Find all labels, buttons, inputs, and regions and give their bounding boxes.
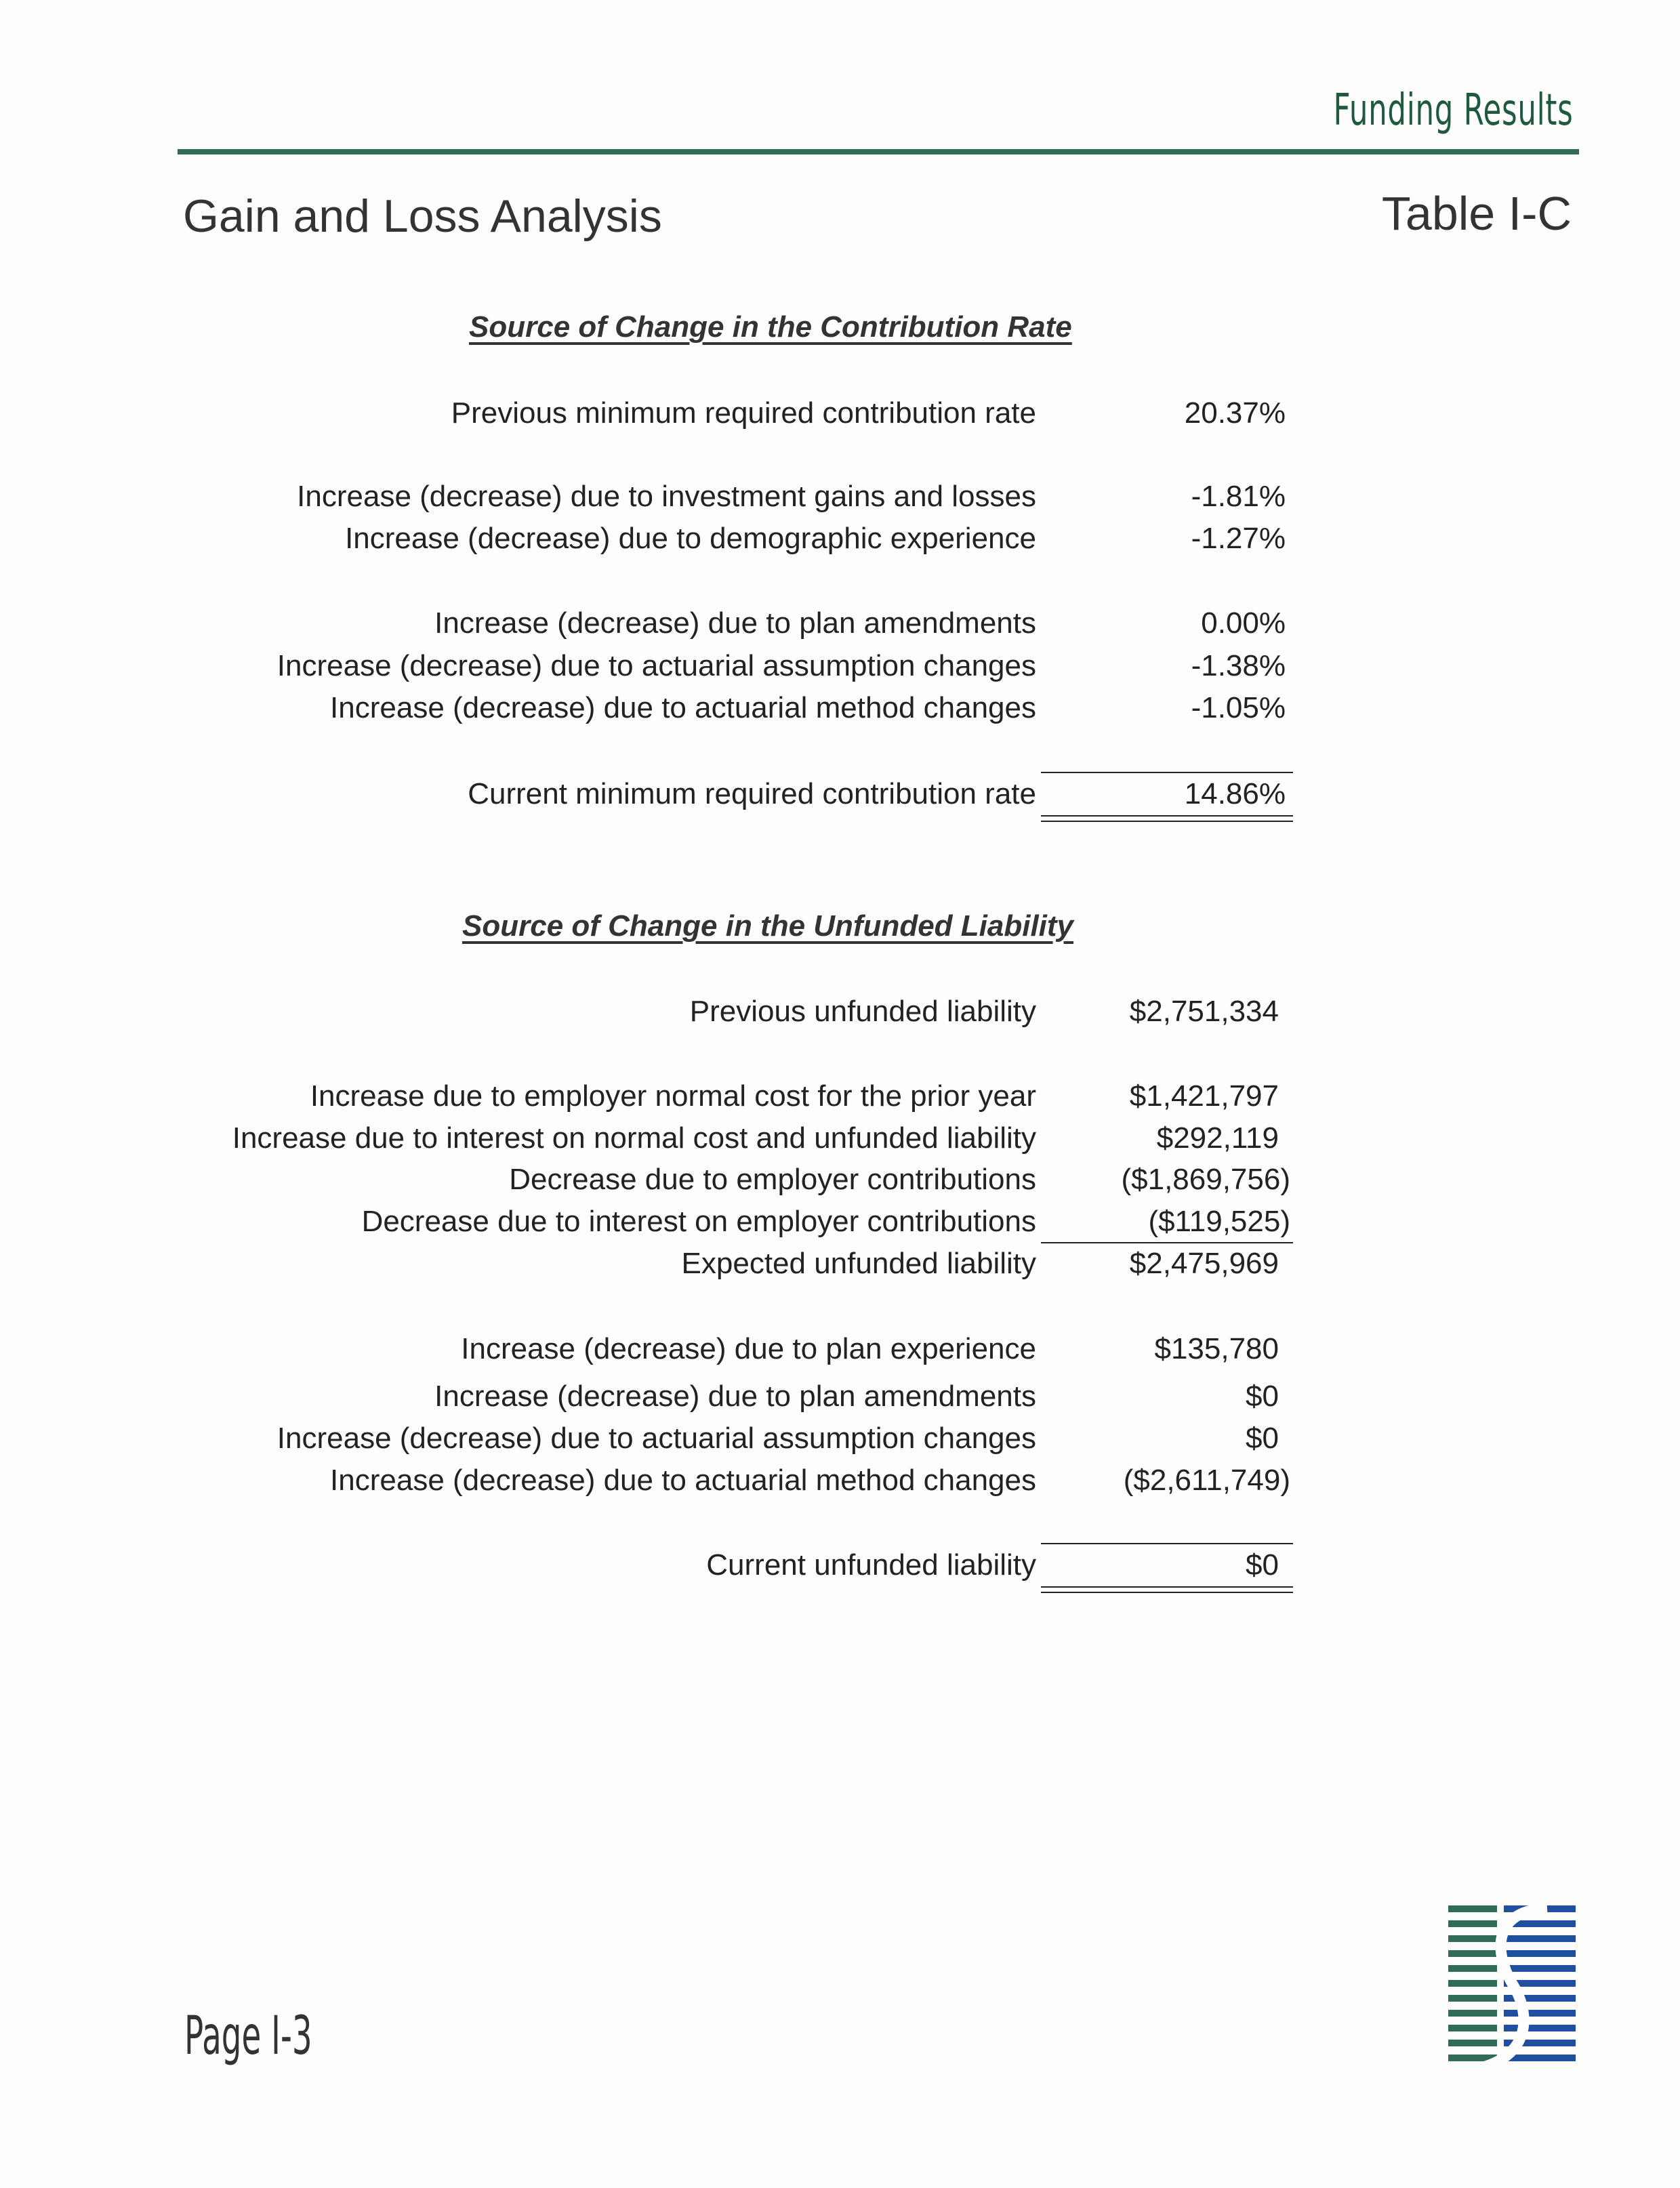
logo-stripes-green <box>1448 1905 1497 2061</box>
row-value: -1.38% <box>1191 649 1286 682</box>
unfunded-liability-heading: Source of Change in the Unfunded Liability <box>462 909 1074 943</box>
row-label: Expected unfunded liability <box>681 1247 1036 1280</box>
row-label: Previous minimum required contribution rate <box>451 396 1036 430</box>
row-label: Increase (decrease) due to actuarial method changes <box>330 691 1036 724</box>
page-number: Page I-3 <box>184 2006 312 2067</box>
total-rule-double <box>1041 821 1293 822</box>
row-value: ($119,525) <box>1148 1205 1290 1238</box>
row-value: 14.86% <box>1184 777 1286 810</box>
row-value: $0 <box>1246 1380 1279 1413</box>
table-id: Table I-C <box>1381 187 1572 240</box>
row-value: $135,780 <box>1154 1332 1279 1365</box>
row-label: Increase (decrease) due to actuarial method changes <box>330 1464 1036 1497</box>
subtotal-rule <box>1041 1242 1293 1243</box>
row-value: $2,475,969 <box>1129 1247 1279 1280</box>
total-rule-double <box>1041 1586 1293 1588</box>
row-value: -1.81% <box>1191 480 1286 513</box>
row-label: Increase due to interest on normal cost and unfunded liability <box>232 1121 1036 1155</box>
row-value: $2,751,334 <box>1129 995 1279 1028</box>
row-value: $0 <box>1246 1548 1279 1582</box>
row-label: Increase (decrease) due to plan amendments <box>434 606 1036 640</box>
row-value: 0.00% <box>1201 606 1286 640</box>
row-value: $0 <box>1246 1422 1279 1455</box>
row-label: Previous unfunded liability <box>689 995 1036 1028</box>
row-value: -1.05% <box>1191 691 1286 724</box>
row-value: 20.37% <box>1184 396 1286 430</box>
row-label: Decrease due to employer contributions <box>509 1163 1036 1196</box>
total-rule-top <box>1041 1543 1293 1544</box>
total-rule-top <box>1041 772 1293 773</box>
row-label: Increase (decrease) due to demographic experience <box>345 522 1036 555</box>
row-label: Current unfunded liability <box>706 1548 1036 1582</box>
row-label: Increase (decrease) due to plan amendments <box>434 1380 1036 1413</box>
row-value: $292,119 <box>1156 1121 1279 1155</box>
row-value: $1,421,797 <box>1129 1079 1279 1113</box>
total-rule-double <box>1041 815 1293 817</box>
contribution-rate-heading: Source of Change in the Contribution Rate <box>469 310 1072 344</box>
row-label: Increase (decrease) due to plan experience <box>461 1332 1036 1365</box>
row-label: Increase due to employer normal cost for the prior year <box>310 1079 1036 1113</box>
row-label: Decrease due to interest on employer contributions <box>361 1205 1036 1238</box>
row-label: Increase (decrease) due to investment gains and losses <box>297 480 1036 513</box>
row-label: Increase (decrease) due to actuarial assumption changes <box>276 649 1036 682</box>
page-title: Gain and Loss Analysis <box>183 190 662 242</box>
company-logo <box>1446 1904 1578 2073</box>
row-value: ($1,869,756) <box>1121 1163 1290 1196</box>
total-rule-double <box>1041 1592 1293 1593</box>
row-value: -1.27% <box>1191 522 1286 555</box>
row-value: ($2,611,749) <box>1123 1464 1290 1497</box>
row-label: Current minimum required contribution rate <box>468 777 1036 810</box>
header-rule <box>178 149 1579 154</box>
section-label: Funding Results <box>1333 85 1573 136</box>
row-label: Increase (decrease) due to actuarial assumption changes <box>276 1422 1036 1455</box>
